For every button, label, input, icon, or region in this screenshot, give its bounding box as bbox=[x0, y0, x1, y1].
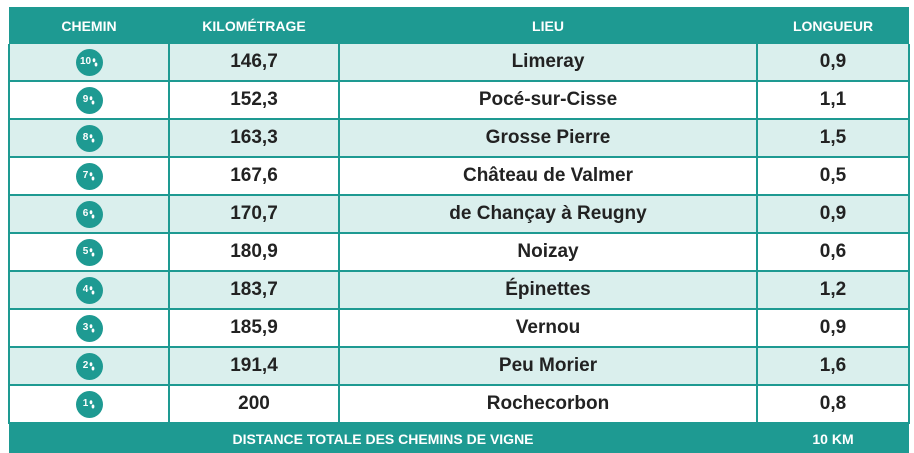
footprint-icon bbox=[89, 248, 95, 257]
cell-kilometrage: 146,7 bbox=[169, 44, 339, 81]
cell-chemin bbox=[9, 347, 169, 385]
footprint-icon bbox=[89, 324, 95, 333]
cell-lieu: Château de Valmer bbox=[339, 157, 757, 195]
cell-longueur: 0,6 bbox=[757, 233, 909, 271]
cell-kilometrage: 191,4 bbox=[169, 347, 339, 385]
cell-chemin bbox=[9, 157, 169, 195]
chemin-number: 7 bbox=[82, 170, 89, 181]
cell-longueur: 0,9 bbox=[757, 44, 909, 81]
table-row bbox=[9, 81, 909, 119]
footprint-icon bbox=[89, 172, 95, 181]
chemin-badge bbox=[76, 87, 103, 114]
cell-kilometrage: 152,3 bbox=[169, 81, 339, 119]
table-row bbox=[9, 233, 909, 271]
cell-chemin bbox=[9, 44, 169, 81]
chemin-number: 2 bbox=[82, 360, 89, 371]
cell-lieu: Vernou bbox=[339, 309, 757, 347]
footer-label: DISTANCE TOTALE DES CHEMINS DE VIGNE bbox=[9, 423, 757, 453]
table-row bbox=[9, 347, 909, 385]
cell-lieu: Limeray bbox=[339, 44, 757, 81]
cell-longueur: 0,9 bbox=[757, 195, 909, 233]
table-row bbox=[9, 309, 909, 347]
cell-longueur: 1,1 bbox=[757, 81, 909, 119]
chemin-number: 4 bbox=[82, 284, 89, 295]
table-row bbox=[9, 44, 909, 81]
footprint-icon bbox=[89, 400, 95, 409]
table-row bbox=[9, 195, 909, 233]
cell-chemin bbox=[9, 195, 169, 233]
cell-chemin bbox=[9, 233, 169, 271]
chemin-badge bbox=[76, 49, 103, 76]
header-lieu: LIEU bbox=[339, 7, 757, 44]
vineyard-paths-table-wrapper bbox=[8, 7, 908, 453]
table-row bbox=[9, 385, 909, 423]
vineyard-paths-table bbox=[8, 7, 910, 453]
footer-total: 10 KM bbox=[757, 423, 909, 453]
cell-lieu: Pocé-sur-Cisse bbox=[339, 81, 757, 119]
cell-kilometrage: 183,7 bbox=[169, 271, 339, 309]
footprint-icon bbox=[89, 134, 95, 143]
chemin-badge bbox=[76, 239, 103, 266]
chemin-number: 8 bbox=[82, 132, 89, 143]
cell-kilometrage: 200 bbox=[169, 385, 339, 423]
table-row bbox=[9, 157, 909, 195]
cell-chemin bbox=[9, 309, 169, 347]
chemin-number: 6 bbox=[82, 208, 89, 219]
cell-chemin bbox=[9, 385, 169, 423]
cell-kilometrage: 185,9 bbox=[169, 309, 339, 347]
table-body bbox=[9, 44, 909, 423]
cell-lieu: de Chançay à Reugny bbox=[339, 195, 757, 233]
chemin-badge bbox=[76, 353, 103, 380]
header-kilometrage: KILOMÉTRAGE bbox=[169, 7, 339, 44]
chemin-number: 1 bbox=[82, 398, 89, 409]
cell-lieu: Épinettes bbox=[339, 271, 757, 309]
chemin-badge bbox=[76, 391, 103, 418]
footprint-icon bbox=[92, 58, 98, 67]
header-chemin: CHEMIN bbox=[9, 7, 169, 44]
chemin-badge bbox=[76, 201, 103, 228]
chemin-number: 10 bbox=[79, 56, 92, 67]
cell-chemin bbox=[9, 271, 169, 309]
cell-kilometrage: 167,6 bbox=[169, 157, 339, 195]
chemin-number: 3 bbox=[82, 322, 89, 333]
header-longueur: LONGUEUR bbox=[757, 7, 909, 44]
cell-kilometrage: 180,9 bbox=[169, 233, 339, 271]
cell-kilometrage: 170,7 bbox=[169, 195, 339, 233]
chemin-badge bbox=[76, 315, 103, 342]
cell-lieu: Peu Morier bbox=[339, 347, 757, 385]
chemin-number: 5 bbox=[82, 246, 89, 257]
table-row bbox=[9, 119, 909, 157]
cell-chemin bbox=[9, 81, 169, 119]
chemin-badge bbox=[76, 125, 103, 152]
footprint-icon bbox=[89, 286, 95, 295]
footprint-icon bbox=[89, 362, 95, 371]
cell-chemin bbox=[9, 119, 169, 157]
footprint-icon bbox=[89, 96, 95, 105]
cell-longueur: 0,5 bbox=[757, 157, 909, 195]
table-footer-row bbox=[9, 423, 909, 453]
chemin-number: 9 bbox=[82, 94, 89, 105]
chemin-badge bbox=[76, 277, 103, 304]
table-row bbox=[9, 271, 909, 309]
footprint-icon bbox=[89, 210, 95, 219]
cell-longueur: 0,8 bbox=[757, 385, 909, 423]
cell-longueur: 0,9 bbox=[757, 309, 909, 347]
cell-lieu: Rochecorbon bbox=[339, 385, 757, 423]
chemin-badge bbox=[76, 163, 103, 190]
cell-longueur: 1,6 bbox=[757, 347, 909, 385]
cell-lieu: Grosse Pierre bbox=[339, 119, 757, 157]
table-header-row bbox=[9, 7, 909, 44]
cell-longueur: 1,2 bbox=[757, 271, 909, 309]
cell-lieu: Noizay bbox=[339, 233, 757, 271]
cell-kilometrage: 163,3 bbox=[169, 119, 339, 157]
cell-longueur: 1,5 bbox=[757, 119, 909, 157]
